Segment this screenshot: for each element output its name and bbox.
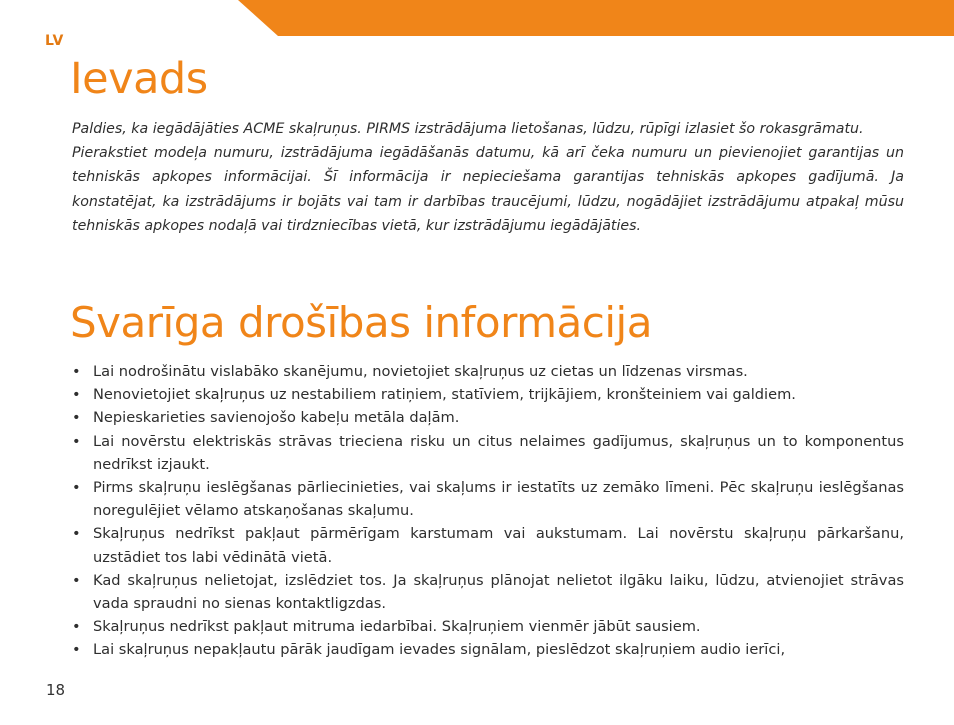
safety-item: • Lai nodrošinātu vislabāko skanējumu, novietojiet skaļruņus uz cietas un līdzenas virsmas.: [72, 360, 904, 383]
safety-item: • Lai novērstu elektriskās strāvas trieciena risku un citus nelaimes gadījumus, skaļruņus un to komponentus nedrīkst izjaukt.: [72, 430, 904, 476]
safety-item: • Nenovietojiet skaļruņus uz nestabiliem ratiņiem, statīviem, trijkājiem, kronšteiniem vai galdiem.: [72, 383, 904, 406]
safety-item: • Skaļruņus nedrīkst pakļaut pārmērīgam karstumam vai aukstumam. Lai novērstu skaļruņu pārkaršanu, uzstādiet tos labi vēdinātā vietā.: [72, 522, 904, 568]
safety-item: • Nepieskarieties savienojošo kabeļu metāla daļām.: [72, 406, 904, 429]
safety-item: • Pirms skaļruņu ieslēgšanas pārliecinieties, vai skaļums ir iestatīts uz zemāko līmeni. Pēc skaļruņu ieslēgšanas noregulējiet vēlamo atskaņošanas skaļumu.: [72, 476, 904, 522]
intro-heading: Ievads: [70, 54, 208, 104]
safety-item: • Lai skaļruņus nepakļautu pārāk jaudīgam ievades signālam, pieslēdzot skaļruņiem audio ierīci,: [72, 638, 904, 661]
safety-item: • Kad skaļruņus nelietojat, izslēdziet tos. Ja skaļruņus plānojat nelietot ilgāku laiku, lūdzu, atvienojiet strāvas vada spraudni no sienas kontaktligzdas.: [72, 569, 904, 615]
header-accent-bar: [238, 0, 954, 36]
safety-item: • Skaļruņus nedrīkst pakļaut mitruma iedarbībai. Skaļruņiem vienmēr jābūt sausiem.: [72, 615, 904, 638]
intro-text: [72, 117, 904, 238]
intro-paragraph: Paldies, ka iegādājāties ACME skaļruņus. PIRMS izstrādājuma lietošanas, lūdzu, rūpīgi izlasiet šo rokasgrāmatu.: [72, 121, 864, 137]
safety-heading: Svarīga drošības informācija: [70, 298, 652, 347]
safety-list: [72, 360, 904, 662]
page-number: 18: [46, 681, 66, 699]
intro-paragraph: Pierakstiet modeļa numuru, izstrādājuma iegādāšanās datumu, kā arī čeka numuru un pievienojiet garantijas un tehniskās apkopes informācijai. Šī informācija ir nepieciešama garantijas tehniskās apkopes gadījumā. Ja konstatējat, ka izstrādājums ir bojāts vai tam ir darbības traucējumi, lūdzu, nogādājiet izstrādājumu atpakaļ mūsu tehniskās apkopes nodaļā vai tirdzniecības vietā, kur izstrādājumu iegādājāties.: [72, 145, 904, 234]
language-code: LV: [45, 33, 64, 49]
